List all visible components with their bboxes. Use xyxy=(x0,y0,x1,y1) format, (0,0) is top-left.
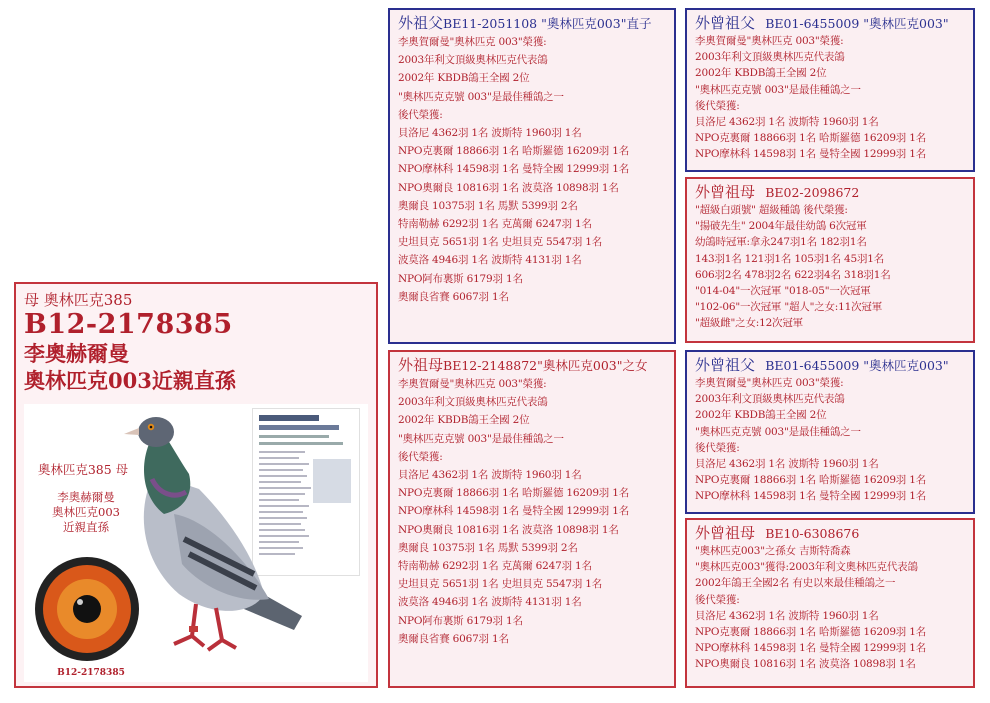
dam-breeder: 李奧赫爾曼 xyxy=(24,341,129,366)
great-grandsire-2-role: 外曾祖父 xyxy=(695,356,756,374)
record-line: 波莫洛 4946羽 1名 波斯特 4131羽 1名 xyxy=(398,254,582,267)
record-line: 606羽2名 478羽2名 622羽4名 318羽1名 xyxy=(695,268,891,281)
record-line: NPO摩林科 14598羽 1名 曼特全國 12999羽 1名 xyxy=(398,163,630,176)
record-line: 貝洛尼 4362羽 1名 波斯特 1960羽 1名 xyxy=(695,458,879,471)
record-line: "揚破先生" 2004年最佳幼鴿 6次冠軍 xyxy=(695,220,867,233)
record-line: 史坦貝克 5651羽 1名 史坦貝克 5547羽 1名 xyxy=(398,578,603,591)
record-line: "奧林匹克003"獲得:2003年利文奧林匹克代表鴿 xyxy=(695,561,918,574)
record-line: 貝洛尼 4362羽 1名 波斯特 1960羽 1名 xyxy=(398,469,582,482)
dam-label: 母 奧林匹克385 xyxy=(24,291,133,309)
photo-note-breeder: 李奧赫爾曼 xyxy=(57,490,115,504)
record-line: NPO克裏爾 18866羽 1名 哈斯羅德 16209羽 1名 xyxy=(398,487,630,500)
record-line: NPO克裏爾 18866羽 1名 哈斯羅德 16209羽 1名 xyxy=(398,145,630,158)
great-grandsire-2-header xyxy=(695,355,967,375)
great-granddam-2-header xyxy=(695,523,967,543)
record-line: 貝洛尼 4362羽 1名 波斯特 1960羽 1名 xyxy=(695,116,879,129)
record-line: "奧林匹克克號 003"是最佳種鴿之一 xyxy=(398,90,564,103)
record-line: NPO奧爾良 10816羽 1名 波莫洛 10898羽 1名 xyxy=(398,181,619,194)
record-line: 貝洛尼 4362羽 1名 波斯特 1960羽 1名 xyxy=(695,609,879,622)
record-line: 特南勒赫 6292羽 1名 克萬爾 6247羽 1名 xyxy=(398,560,592,573)
great-grandsire-1-ring: BE01-6455009 "奧林匹克003" xyxy=(765,16,949,31)
record-line: 波莫洛 4946羽 1名 波斯特 4131羽 1名 xyxy=(398,596,582,609)
record-line: 後代榮獲: xyxy=(695,99,740,112)
record-line: 李奧賀爾曼"奧林匹克 003"榮獲: xyxy=(695,35,844,47)
dam-box xyxy=(14,282,378,688)
great-grandsire-2-box xyxy=(685,350,975,514)
great-granddam-1-header xyxy=(695,182,967,202)
record-line: "奧林匹克克號 003"是最佳種鴿之一 xyxy=(695,83,861,96)
record-line: 2003年利文頂級奧林匹克代表鴿 xyxy=(398,396,548,409)
record-line: "奧林匹克克號 003"是最佳種鴿之一 xyxy=(398,432,564,445)
maternal-granddam-ring: BE12-2148872"奧林匹克003"之女 xyxy=(443,358,648,373)
great-granddam-1-box xyxy=(685,177,975,343)
record-line: 後代榮獲: xyxy=(398,108,443,121)
photo-note-title: 奧林匹克385 母 xyxy=(37,462,129,477)
pigeon-photo xyxy=(24,404,368,682)
record-line: 2002年鴿王全國2名 有史以來最佳種鴿之一 xyxy=(695,577,896,590)
record-line: 李奧賀爾曼"奧林匹克 003"榮獲: xyxy=(398,378,547,390)
maternal-granddam-role: 外祖母 xyxy=(398,356,444,374)
record-line: NPO奧爾良 10816羽 1名 波莫洛 10898羽 1名 xyxy=(695,658,916,671)
record-line: NPO摩林科 14598羽 1名 曼特全國 12999羽 1名 xyxy=(695,490,927,503)
maternal-granddam-header xyxy=(398,355,668,375)
eye-closeup xyxy=(32,554,142,664)
record-line: NPO克裏爾 18866羽 1名 哈斯羅德 16209羽 1名 xyxy=(695,474,927,487)
photo-note-lineage: 近親直孫 xyxy=(63,520,109,534)
record-line: "超級白頭號" 超級種鴿 後代榮獲: xyxy=(695,204,848,216)
record-line: NPO摩林科 14598羽 1名 曼特全國 12999羽 1名 xyxy=(398,505,630,518)
record-line: NPO克裏爾 18866羽 1名 哈斯羅德 16209羽 1名 xyxy=(695,132,927,145)
record-line: 2002年 KBDB鴿王全國 2位 xyxy=(398,72,530,85)
record-line: 2002年 KBDB鴿王全國 2位 xyxy=(398,414,530,427)
great-grandsire-1-role: 外曾祖父 xyxy=(695,14,756,32)
record-line: NPO摩林科 14598羽 1名 曼特全國 12999羽 1名 xyxy=(695,148,927,161)
record-line: NPO奧爾良 10816羽 1名 波莫洛 10898羽 1名 xyxy=(398,523,619,536)
great-granddam-2-ring: BE10-6308676 xyxy=(765,526,860,541)
maternal-grandsire-header xyxy=(398,13,668,33)
great-grandsire-1-header xyxy=(695,13,967,33)
record-line: 李奧賀爾曼"奧林匹克 003"榮獲: xyxy=(398,36,547,48)
record-line: 後代榮獲: xyxy=(398,450,443,463)
record-line: 2003年利文頂級奧林匹克代表鴿 xyxy=(398,54,548,67)
record-line: 2003年利文頂級奧林匹克代表鴿 xyxy=(695,51,845,64)
record-line: "奧林匹克003"之孫女 吉斯特喬森 xyxy=(695,545,851,557)
record-line: "102-06"一次冠軍 "超人"之女:11次冠軍 xyxy=(695,301,883,314)
great-granddam-2-box xyxy=(685,518,975,688)
record-line: 奧爾良 10375羽 1名 馬默 5399羽 2名 xyxy=(398,541,578,554)
maternal-grandsire-box xyxy=(388,8,676,344)
record-line: "014-04"一次冠軍 "018-05"一次冠軍 xyxy=(695,285,871,298)
great-grandsire-2-ring: BE01-6455009 "奧林匹克003" xyxy=(765,358,949,373)
record-line: 143羽1名 121羽1名 105羽1名 45羽1名 xyxy=(695,252,885,265)
record-line: "奧林匹克克號 003"是最佳種鴿之一 xyxy=(695,425,861,438)
record-line: 奧爾良省賽 6067羽 1名 xyxy=(398,290,509,303)
record-line: 後代榮獲: xyxy=(695,441,740,454)
record-line: NPO摩林科 14598羽 1名 曼特全國 12999羽 1名 xyxy=(695,642,927,655)
maternal-grandsire-ring: BE11-2051108 "奧林匹克003"直子 xyxy=(443,16,652,31)
record-line: 奧爾良 10375羽 1名 馬默 5399羽 2名 xyxy=(398,199,578,212)
record-line: 貝洛尼 4362羽 1名 波斯特 1960羽 1名 xyxy=(398,127,582,140)
maternal-granddam-box xyxy=(388,350,676,688)
dam-lineage: 奧林匹克003近親直孫 xyxy=(24,368,236,393)
record-line: 2002年 KBDB鴿王全國 2位 xyxy=(695,67,827,80)
record-line: 2002年 KBDB鴿王全國 2位 xyxy=(695,409,827,422)
great-granddam-1-role: 外曾祖母 xyxy=(695,183,756,201)
record-line: 後代榮獲: xyxy=(695,593,740,606)
record-line: 奧爾良省賽 6067羽 1名 xyxy=(398,632,509,645)
record-line: NPO阿布裏斯 6179羽 1名 xyxy=(398,614,523,627)
photo-note-line: 奧林匹克003 xyxy=(52,505,120,519)
maternal-grandsire-role: 外祖父 xyxy=(398,14,444,32)
record-line: 史坦貝克 5651羽 1名 史坦貝克 5547羽 1名 xyxy=(398,236,603,249)
record-line: NPO阿布裏斯 6179羽 1名 xyxy=(398,272,523,285)
record-line: 幼鴿時冠軍:拿永247羽1名 182羽1名 xyxy=(695,236,867,249)
eye-ring-number: B12-2178385 xyxy=(57,668,125,678)
great-grandsire-1-box xyxy=(685,8,975,172)
great-granddam-1-ring: BE02-2098672 xyxy=(765,185,860,200)
great-granddam-2-role: 外曾祖母 xyxy=(695,524,756,542)
record-line: 李奧賀爾曼"奧林匹克 003"榮獲: xyxy=(695,377,844,389)
record-line: 2003年利文頂級奧林匹克代表鴿 xyxy=(695,393,845,406)
record-line: "超級雌"之女:12次冠軍 xyxy=(695,317,803,330)
dam-ring-number: B12-2178385 xyxy=(24,309,233,340)
record-line: NPO克裏爾 18866羽 1名 哈斯羅德 16209羽 1名 xyxy=(695,626,927,639)
record-line: 特南勒赫 6292羽 1名 克萬爾 6247羽 1名 xyxy=(398,218,592,231)
